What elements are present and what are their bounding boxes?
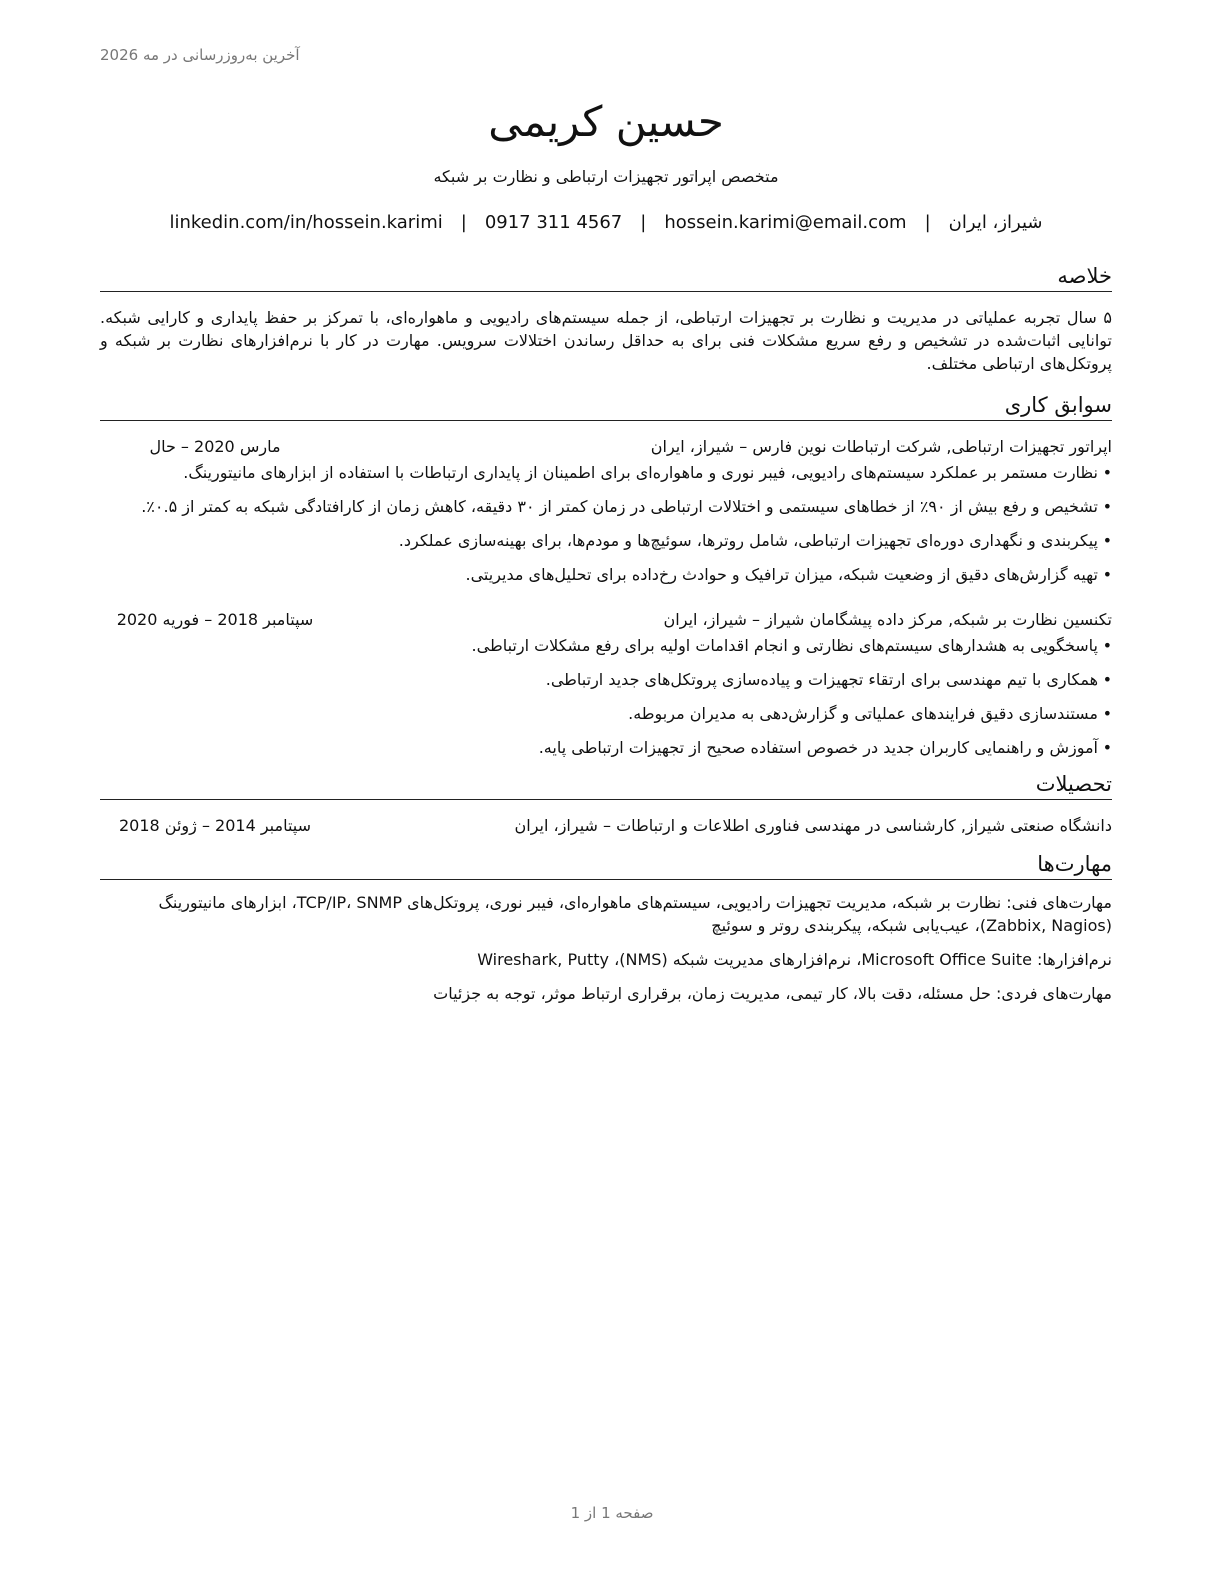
list-item: • آموزش و راهنمایی کاربران جدید در خصوص استفاده صحیح از تجهیزات ارتباطی پایه. — [538, 738, 1112, 757]
skills-heading: مهارت‌ها — [100, 850, 1112, 880]
list-item: • همکاری با تیم مهندسی برای ارتقاء تجهیزات و پیاده‌سازی پروتکل‌های جدید ارتباطی. — [545, 670, 1112, 689]
bullet-icon: • — [1102, 565, 1112, 584]
contact-separator: | — [640, 212, 647, 233]
list-item: • نظارت مستمر بر عملکرد سیستم‌های رادیویی، فیبر نوری و ماهواره‌ای برای اطمینان از پایداری ارتباطات با استفاده از ابزارهای مانیتورینگ. — [183, 463, 1112, 482]
skills-technical: مهارت‌های فنی: نظارت بر شبکه، مدیریت تجهیزات رادیویی، سیستم‌های ماهواره‌ای، فیبر نوری، پروتکل‌های TCP/IP، SNMP، ابزارهای مانیتورینگ (Zabbix, Nagios)، عیب‌یابی شبکه، پیکربندی روتر و سوئیچ — [158, 893, 1112, 935]
job-entry — [100, 608, 1112, 759]
candidate-name: حسین کریمی — [488, 97, 724, 146]
job-date: مارس 2020 – حال — [149, 437, 281, 456]
skills-personal: مهارت‌های فردی: حل مسئله، دقت بالا، کار تیمی، مدیریت زمان، برقراری ارتباط موثر، توجه به جزئیات — [433, 984, 1112, 1003]
skills-software: نرم‌افزارها: Microsoft Office Suite، نرم‌افزارهای مدیریت شبکه (NMS)، Wireshark, Putty — [477, 950, 1112, 969]
job-date: سپتامبر 2018 – فوریه 2020 — [116, 610, 314, 629]
bullet-icon: • — [1102, 531, 1112, 550]
contact-separator: | — [460, 212, 467, 233]
job-title: اپراتور تجهیزات ارتباطی, شرکت ارتباطات نوین فارس – شیراز، ایران — [650, 437, 1112, 456]
job-header — [100, 608, 1112, 632]
contact-location: شیراز، ایران — [948, 212, 1043, 233]
list-item: • پیکربندی و نگهداری دوره‌ای تجهیزات ارتباطی، شامل روترها، سوئیچ‌ها و مودم‌ها، برای بهینه‌سازی عملکرد. — [398, 531, 1112, 550]
contact-phone[interactable]: 0917 311 4567 — [484, 212, 623, 233]
contact-line — [100, 210, 1112, 236]
list-item: • تهیه گزارش‌های دقیق از وضعیت شبکه، میزان ترافیک و حوادث رخ‌داده برای تحلیل‌های مدیریتی. — [465, 565, 1112, 584]
list-item: • تشخیص و رفع بیش از ۹۰٪ از خطاهای سیستمی و اختلالات ارتباطی در زمان کمتر از ۳۰ دقیقه، کاهش زمان از کارافتادگی شبکه به کمتر از ۰.۵٪. — [141, 497, 1112, 516]
last-updated: آخرین به‌روزرسانی در مه 2026 — [100, 46, 300, 64]
candidate-title: متخصص اپراتور تجهیزات ارتباطی و نظارت بر شبکه — [433, 167, 779, 186]
job-bullets — [100, 634, 1112, 759]
education-heading: تحصیلات — [100, 770, 1112, 800]
bullet-icon: • — [1102, 738, 1112, 757]
job-bullets — [100, 461, 1112, 586]
job-entry — [100, 435, 1112, 586]
page-number: صفحه 1 از 1 — [570, 1504, 654, 1522]
education-title: دانشگاه صنعتی شیراز, کارشناسی در مهندسی فناوری اطلاعات و ارتباطات – شیراز، ایران — [514, 816, 1112, 835]
summary-text: ۵ سال تجربه عملیاتی در مدیریت و نظارت بر تجهیزات ارتباطی، از جمله سیستم‌های رادیویی و ماهواره‌ای، با تمرکز بر حفظ پایداری و کارایی شبکه. توانایی اثبات‌شده در تشخیص و رفع سریع مشکلات فنی برای به حداقل رساندن اختلالات سرویس. مهارت در کار با نرم‌افزارهای نظارت بر شبکه و پروتکل‌های ارتباطی مختلف. — [100, 308, 1112, 373]
bullet-icon: • — [1102, 670, 1112, 689]
list-item: • مستندسازی دقیق فرایندهای عملیاتی و گزارش‌دهی به مدیران مربوطه. — [628, 704, 1112, 723]
contact-separator: | — [924, 212, 931, 233]
job-title: تکنسین نظارت بر شبکه, مرکز داده پیشگامان شیراز – شیراز، ایران — [663, 610, 1112, 629]
education-date: سپتامبر 2014 – ژوئن 2018 — [118, 816, 312, 835]
contact-linkedin[interactable]: linkedin.com/in/hossein.karimi — [169, 212, 443, 233]
contact-email[interactable]: hossein.karimi@email.com — [664, 212, 907, 233]
list-item: • پاسخگویی به هشدارهای سیستم‌های نظارتی و انجام اقدامات اولیه برای رفع مشکلات ارتباطی. — [471, 636, 1112, 655]
summary-heading: خلاصه — [100, 262, 1112, 292]
bullet-icon: • — [1102, 636, 1112, 655]
experience-heading: سوابق کاری — [100, 391, 1112, 421]
bullet-icon: • — [1102, 463, 1112, 482]
job-header — [100, 435, 1112, 459]
bullet-icon: • — [1102, 704, 1112, 723]
bullet-icon: • — [1102, 497, 1112, 516]
education-entry — [100, 814, 1112, 838]
